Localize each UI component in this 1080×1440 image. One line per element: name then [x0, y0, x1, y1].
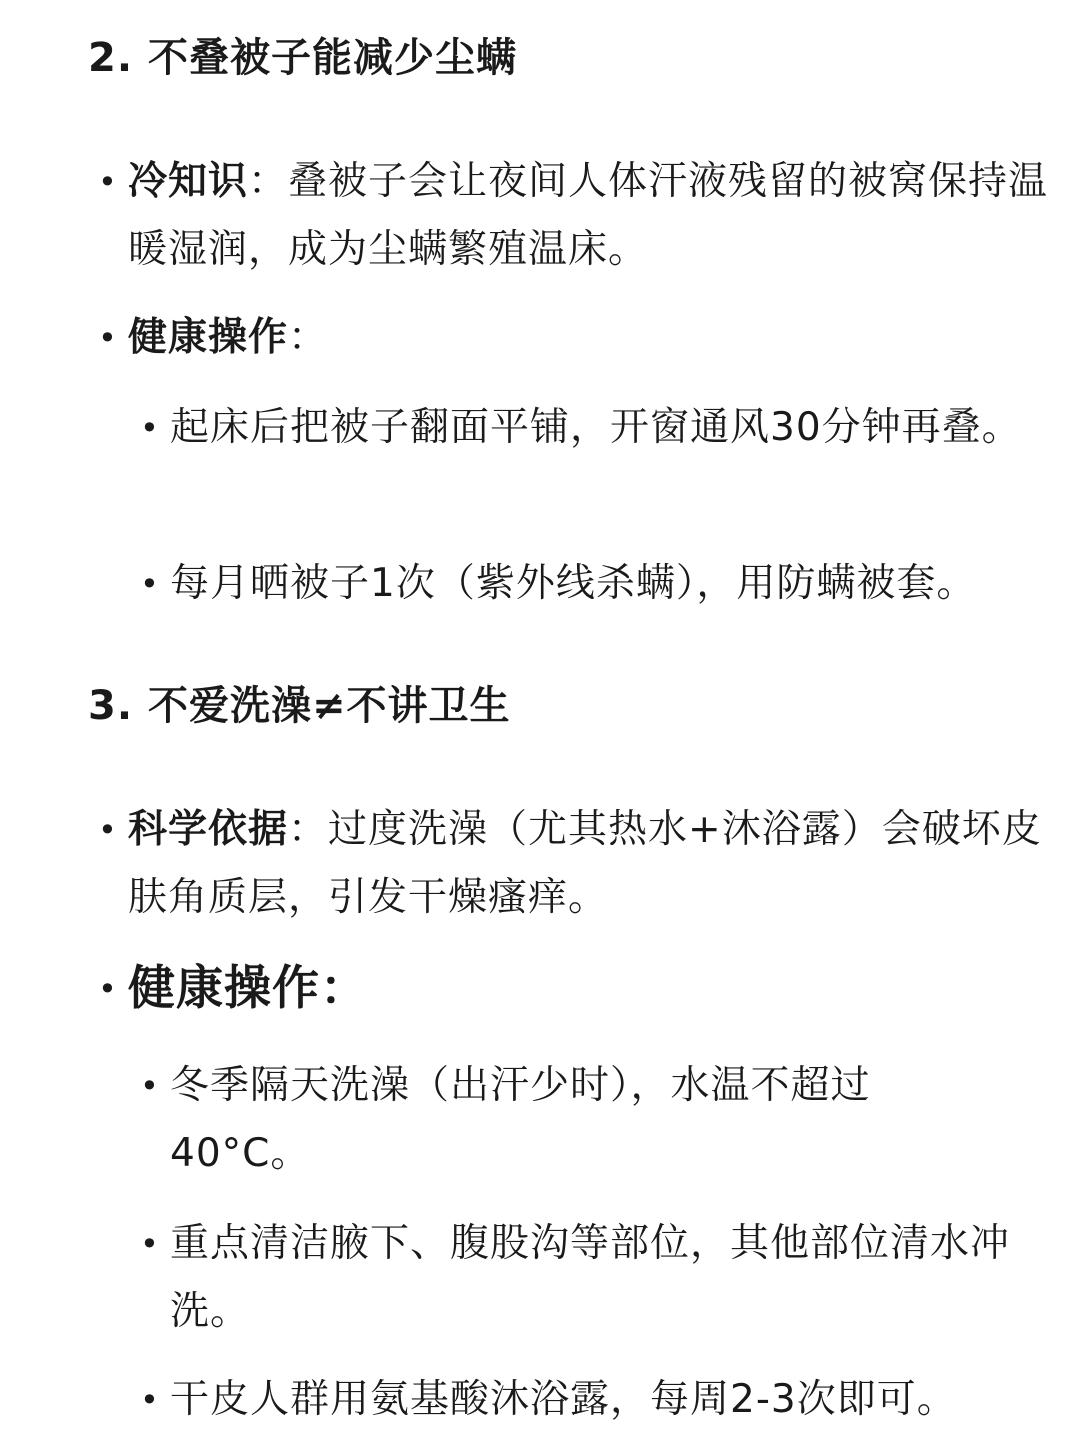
bullet-dot: •	[140, 1225, 160, 1263]
fact-colon: ：	[248, 159, 289, 204]
ops-label: 健康操作	[128, 961, 320, 1016]
ops-item	[140, 550, 1065, 618]
bullet-dot: •	[140, 1381, 160, 1419]
fact-colon: ：	[288, 807, 329, 852]
ops-bullet	[98, 304, 1058, 372]
fact-bullet	[98, 796, 1058, 932]
ops-bullet	[98, 955, 1058, 1026]
fact-label: 科学依据	[128, 807, 289, 852]
bullet-dot: •	[98, 319, 118, 357]
bullet-dot: •	[98, 970, 118, 1008]
ops-item-text: 起床后把被子翻面平铺，开窗通风30分钟再叠。	[170, 405, 1022, 450]
fact-bullet	[98, 148, 1058, 284]
fact-label: 冷知识	[128, 159, 249, 204]
ops-item	[140, 1366, 1065, 1434]
ops-item	[140, 1210, 1065, 1346]
ops-colon: ：	[320, 961, 368, 1016]
bullet-dot: •	[98, 163, 118, 201]
bullet-dot: •	[140, 409, 160, 447]
bullet-dot: •	[140, 565, 160, 603]
fact-text: 过度洗澡（尤其热水+沐浴露）会破坏皮肤角质层，引发干燥瘙痒。	[128, 807, 1042, 920]
ops-item-text: 每月晒被子1次（紫外线杀螨），用防螨被套。	[170, 561, 977, 606]
section-heading: 3. 不爱洗澡≠不讲卫生	[88, 683, 511, 729]
ops-item-text: 干皮人群用氨基酸沐浴露，每周2-3次即可。	[170, 1377, 957, 1422]
ops-colon: ：	[288, 315, 329, 360]
fact-text: 叠被子会让夜间人体汗液残留的被窝保持温暖湿润，成为尘螨繁殖温床。	[128, 159, 1049, 272]
ops-item-text: 重点清洁腋下、腹股沟等部位，其他部位清水冲洗。	[170, 1221, 1011, 1334]
ops-item-text: 冬季隔天洗澡（出汗少时），水温不超过40°C。	[170, 1063, 871, 1176]
bullet-dot: •	[98, 811, 118, 849]
section-heading: 2. 不叠被子能减少尘螨	[88, 35, 517, 81]
ops-item	[140, 394, 1065, 462]
bullet-dot: •	[140, 1067, 160, 1105]
ops-item	[140, 1052, 970, 1188]
ops-label: 健康操作	[128, 315, 289, 360]
